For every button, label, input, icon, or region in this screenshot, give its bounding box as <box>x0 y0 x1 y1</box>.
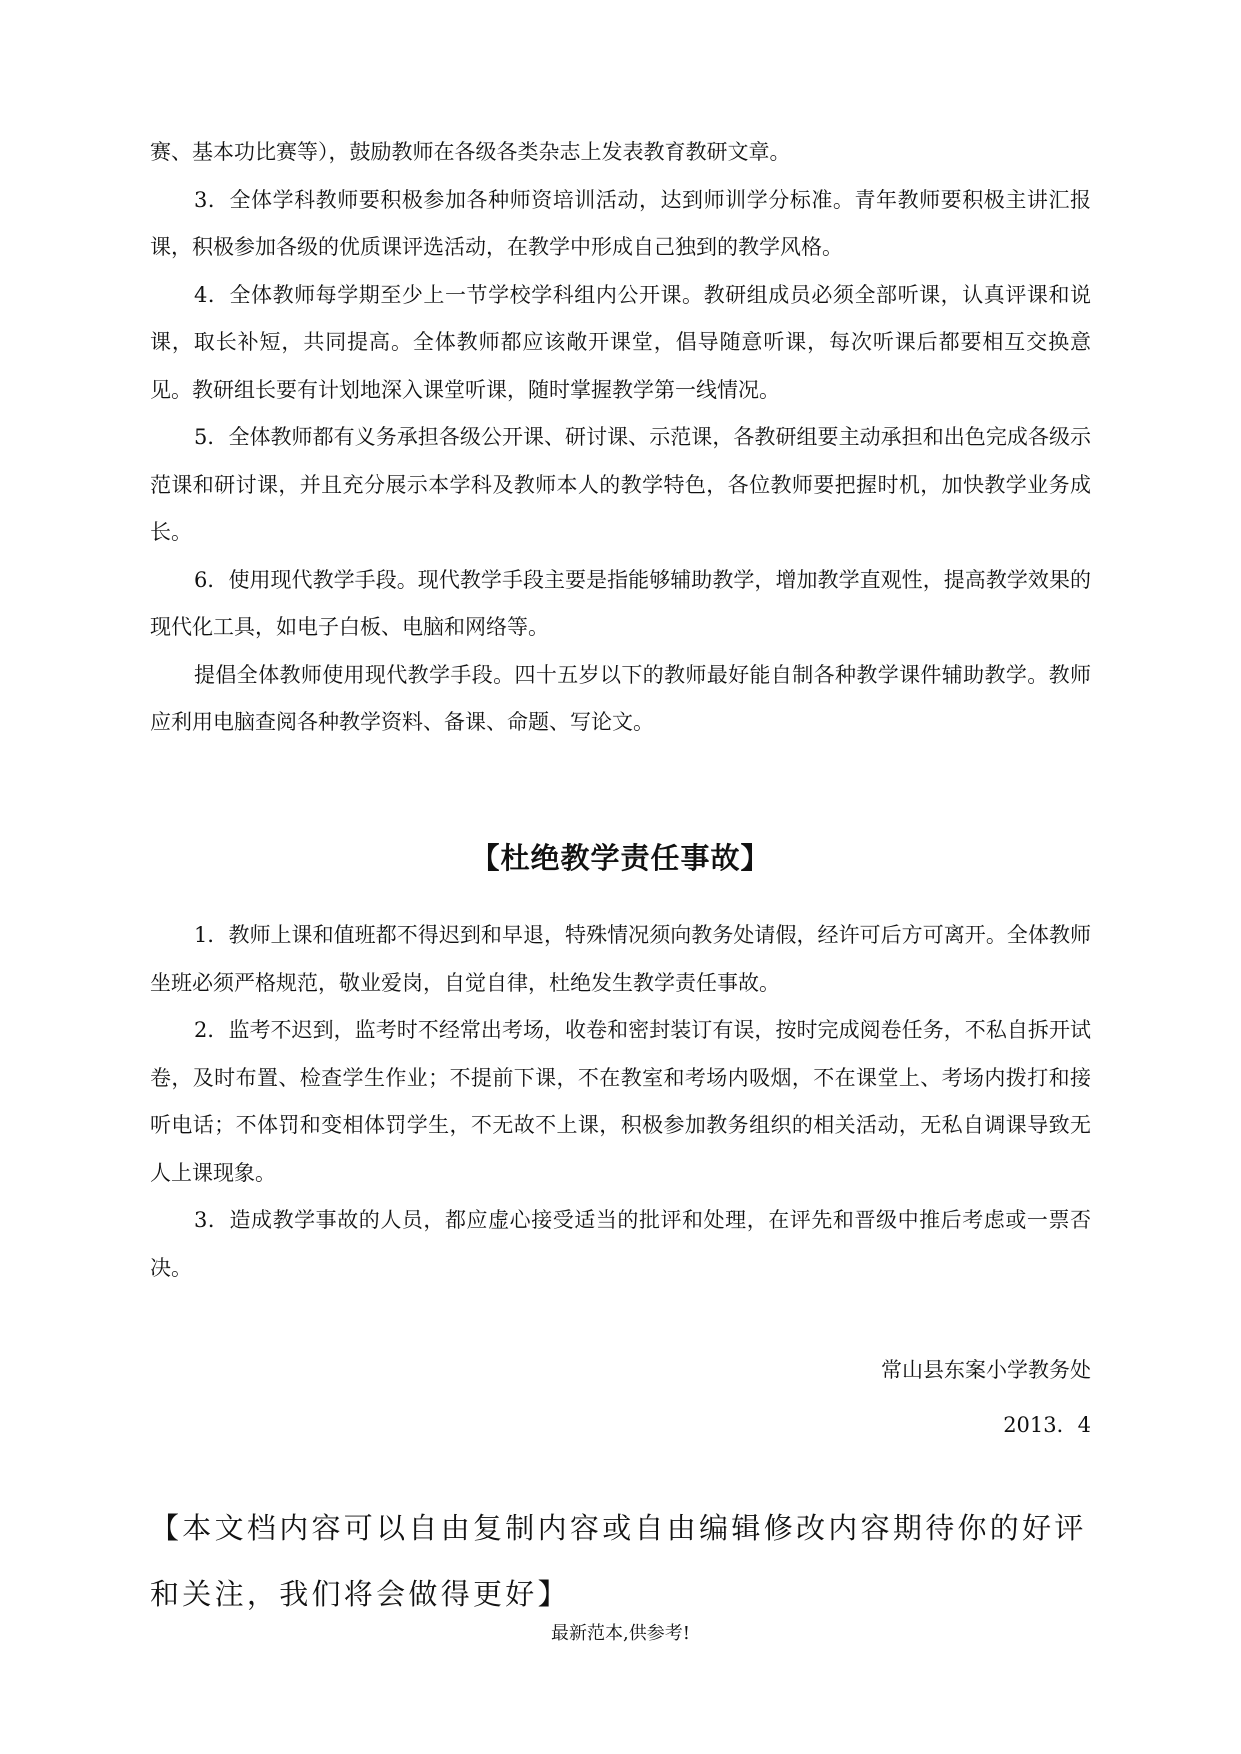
paragraph: 5．全体教师都有义务承担各级公开课、研讨课、示范课，各教研组要主动承担和出色完成各级示范课和研讨课，并且充分展示本学科及教师本人的教学特色，各位教师要把握时机，加快教学业务成长。 <box>150 425 1091 544</box>
paragraph: 3．全体学科教师要积极参加各种师资培训活动，达到师训学分标准。青年教师要积极主讲汇报课，积极参加各级的优质课评选活动，在教学中形成自己独到的教学风格。 <box>150 187 1091 259</box>
teaching-accident-section <box>150 912 1091 1292</box>
paragraph: 3．造成教学事故的人员，都应虚心接受适当的批评和处理，在评先和晋级中推后考虑或一票否决。 <box>150 1208 1091 1280</box>
section-heading: 【杜绝教学责任事故】 <box>470 841 771 875</box>
signature-date: 2013．4 <box>1003 1413 1091 1437</box>
paragraph: 4．全体教师每学期至少上一节学校学科组内公开课。教研组成员必须全部听课，认真评课和说课，取长补短，共同提高。全体教师都应该敞开课堂，倡导随意听课，每次听课后都要相互交换意见。教研组长要有计划地深入课堂听课，随时掌握教学第一线情况。 <box>150 282 1091 402</box>
footer-note: 最新范本,供参考! <box>551 1623 690 1644</box>
teaching-research-section <box>150 129 1091 747</box>
paragraph: 6．使用现代教学手段。现代教学手段主要是指能够辅助教学，增加教学直观性，提高教学效果的现代化工具，如电子白板、电脑和网络等。 <box>150 567 1091 639</box>
paragraph: 1．教师上课和值班都不得迟到和早退，特殊情况须向教务处请假，经许可后方可离开。全体教师坐班必须严格规范，敬业爱岗，自觉自律，杜绝发生教学责任事故。 <box>150 923 1091 995</box>
paragraph: 提倡全体教师使用现代教学手段。四十五岁以下的教师最好能自制各种教学课件辅助教学。教师应利用电脑查阅各种教学资料、备课、命题、写论文。 <box>150 662 1091 734</box>
signature-organization: 常山县东案小学教务处 <box>881 1358 1091 1382</box>
paragraph: 赛、基本功比赛等），鼓励教师在各级各类杂志上发表教育教研文章。 <box>150 140 791 164</box>
paragraph: 2．监考不迟到，监考时不经常出考场，收卷和密封装订有误，按时完成阅卷任务，不私自拆开试卷，及时布置、检查学生作业；不提前下课，不在教室和考场内吸烟，不在课堂上、考场内拨打和接听电话；不体罚和变相体罚学生，不无故不上课，积极参加教务组织的相关活动，无私自调课导致无人上课现象。 <box>150 1018 1091 1185</box>
editable-notice: 【本文档内容可以自由复制内容或自由编辑修改内容期待你的好评和关注，我们将会做得更好】 <box>150 1511 1087 1611</box>
